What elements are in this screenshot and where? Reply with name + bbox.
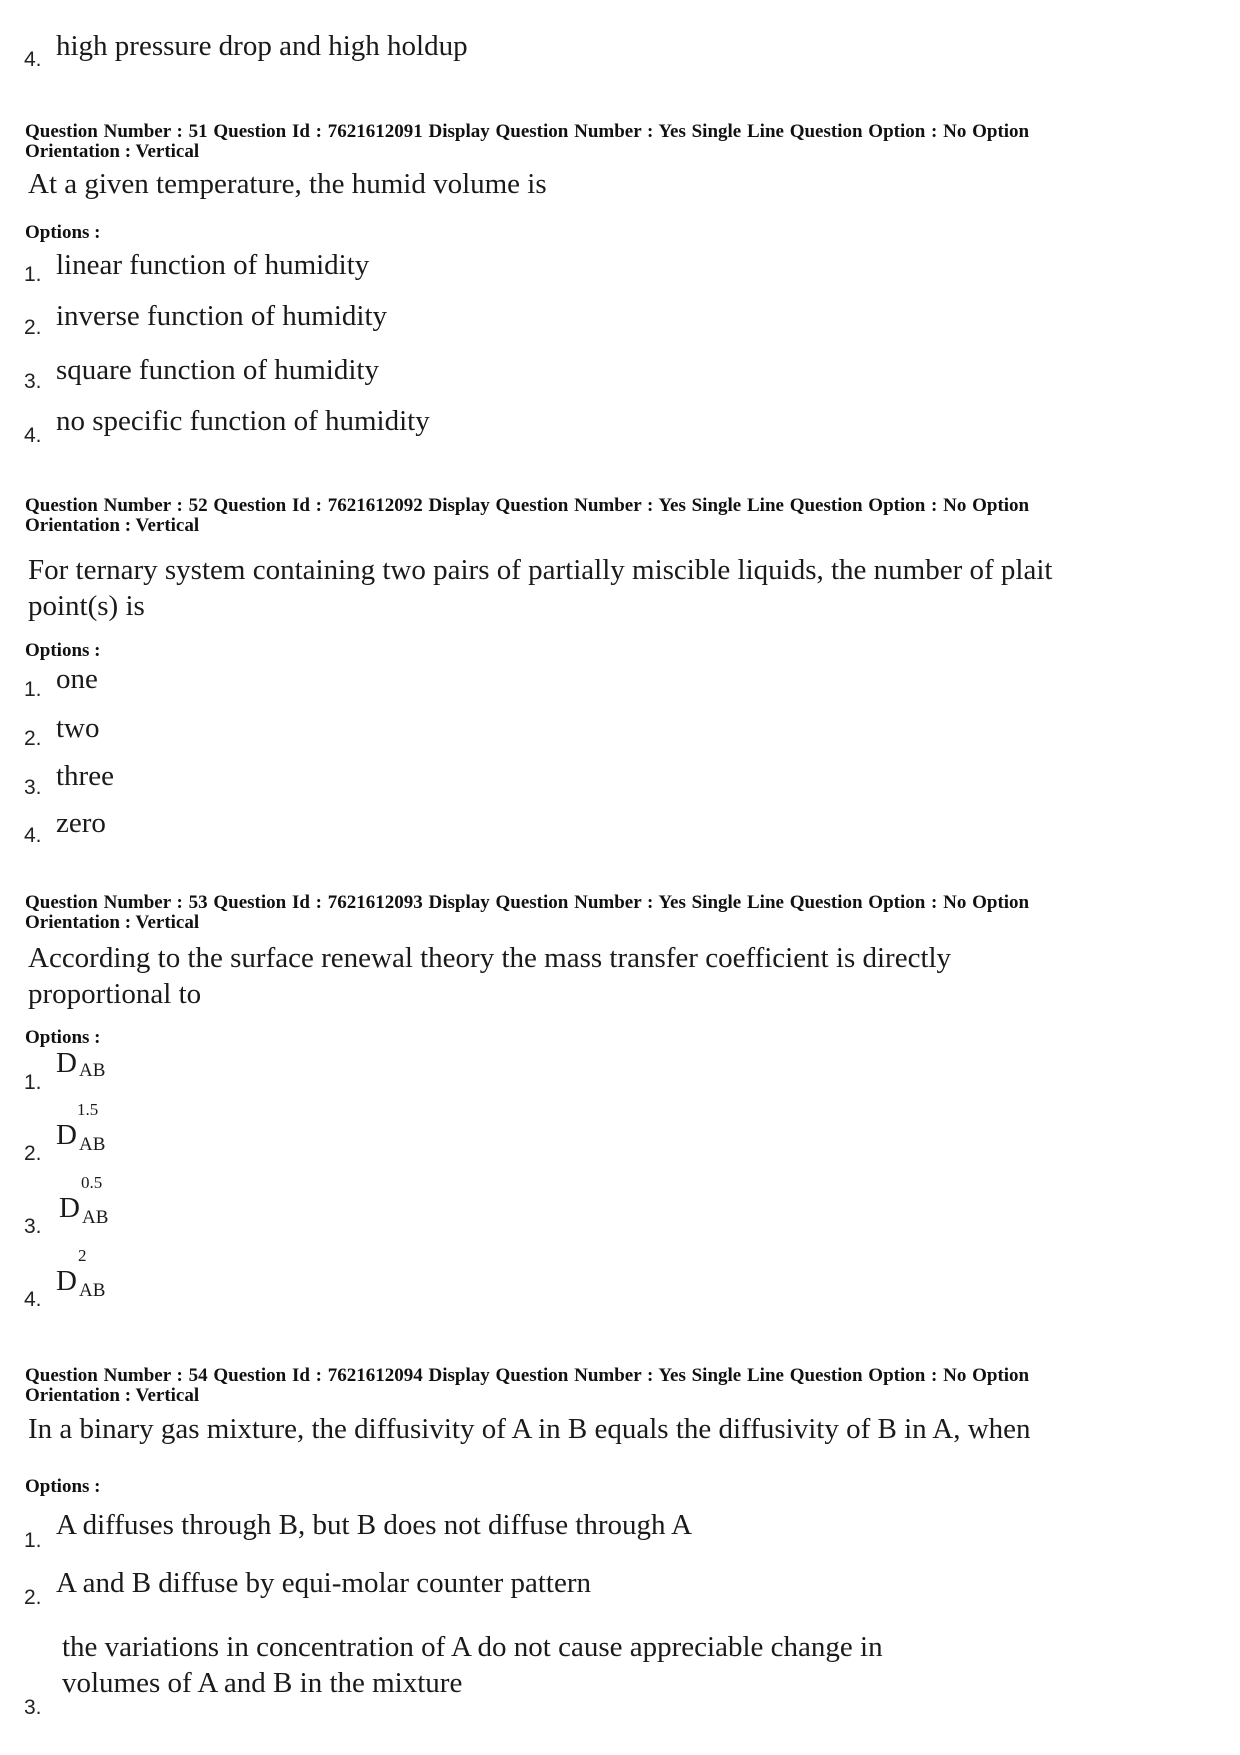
question-meta-line: Question Number : 53 Question Id : 7621612093 Display Question Number : Yes Single Line Question Option : No Option	[25, 892, 1030, 913]
option-text: A and B diffuse by equi-molar counter pattern	[56, 1567, 592, 1599]
option-text: zero	[56, 807, 106, 839]
option-text: three	[56, 760, 114, 792]
math-subscript: AB	[79, 1134, 106, 1155]
question-meta	[25, 893, 1029, 933]
option-text: one	[56, 663, 98, 695]
math-exponent: 2	[78, 1246, 87, 1265]
math-subscript: AB	[79, 1280, 106, 1301]
question-text-line: point(s) is	[28, 590, 145, 622]
option-text: inverse function of humidity	[56, 300, 388, 332]
option-text: A diffuses through B, but B does not diffuse through A	[56, 1509, 693, 1541]
option-text-line: the variations in concentration of A do not cause appreciable change in	[62, 1631, 883, 1663]
options-label: Options :	[25, 1027, 101, 1048]
math-subscript: AB	[79, 1060, 106, 1081]
question-meta-line: Orientation : Vertical	[25, 141, 200, 162]
question-text: At a given temperature, the humid volume is	[28, 168, 547, 200]
question-meta-line: Question Number : 51 Question Id : 7621612091 Display Question Number : Yes Single Line Question Option : No Option	[25, 121, 1030, 142]
question-text-line: For ternary system containing two pairs of partially miscible liquids, the number of plait	[28, 554, 1053, 586]
math-base: D	[59, 1192, 80, 1224]
option-number: 4.	[24, 424, 42, 447]
option-text: two	[56, 712, 100, 744]
question-text-line: proportional to	[28, 978, 202, 1010]
option-number: 2.	[24, 1142, 42, 1165]
math-subscript: AB	[82, 1207, 109, 1228]
math-exponent: 1.5	[77, 1100, 99, 1119]
question-meta	[25, 1366, 1029, 1406]
math-base: D	[56, 1047, 77, 1079]
question-meta-line: Orientation : Vertical	[25, 1385, 200, 1406]
option-text-line: volumes of A and B in the mixture	[62, 1667, 463, 1699]
option-number: 4.	[24, 824, 42, 847]
option-number: 4.	[24, 48, 42, 71]
math-exponent: 0.5	[81, 1173, 103, 1192]
option-text: linear function of humidity	[56, 249, 370, 281]
options-label: Options :	[25, 1476, 101, 1497]
question-text	[28, 552, 1052, 624]
option-number: 3.	[24, 1215, 42, 1238]
question-text	[28, 940, 951, 1012]
question-text: In a binary gas mixture, the diffusivity of A in B equals the diffusivity of B in A, when	[28, 1413, 1031, 1445]
option-text	[62, 1629, 883, 1701]
option-number: 1.	[24, 1071, 42, 1094]
option-number: 4.	[24, 1288, 42, 1311]
question-meta-line: Question Number : 54 Question Id : 7621612094 Display Question Number : Yes Single Line Question Option : No Option	[25, 1365, 1030, 1386]
question-meta-line: Question Number : 52 Question Id : 7621612092 Display Question Number : Yes Single Line Question Option : No Option	[25, 495, 1030, 516]
math-base: D	[56, 1119, 77, 1151]
option-number: 2.	[24, 316, 42, 339]
option-number: 1.	[24, 1529, 42, 1552]
question-meta-line: Orientation : Vertical	[25, 515, 200, 536]
option-number: 1.	[24, 678, 42, 701]
option-text: high pressure drop and high holdup	[56, 30, 468, 62]
options-label: Options :	[25, 640, 101, 661]
question-meta	[25, 122, 1029, 162]
option-text: square function of humidity	[56, 354, 379, 386]
question-text-line: According to the surface renewal theory the mass transfer coefficient is directly	[28, 942, 952, 974]
option-number: 3.	[24, 1696, 42, 1719]
option-number: 1.	[24, 263, 42, 286]
option-number: 2.	[24, 1586, 42, 1609]
math-base: D	[56, 1265, 77, 1297]
option-text: no specific function of humidity	[56, 405, 430, 437]
question-meta-line: Orientation : Vertical	[25, 912, 200, 933]
options-label: Options :	[25, 222, 101, 243]
option-number: 2.	[24, 727, 42, 750]
option-number: 3.	[24, 370, 42, 393]
option-number: 3.	[24, 776, 42, 799]
question-meta	[25, 496, 1029, 536]
